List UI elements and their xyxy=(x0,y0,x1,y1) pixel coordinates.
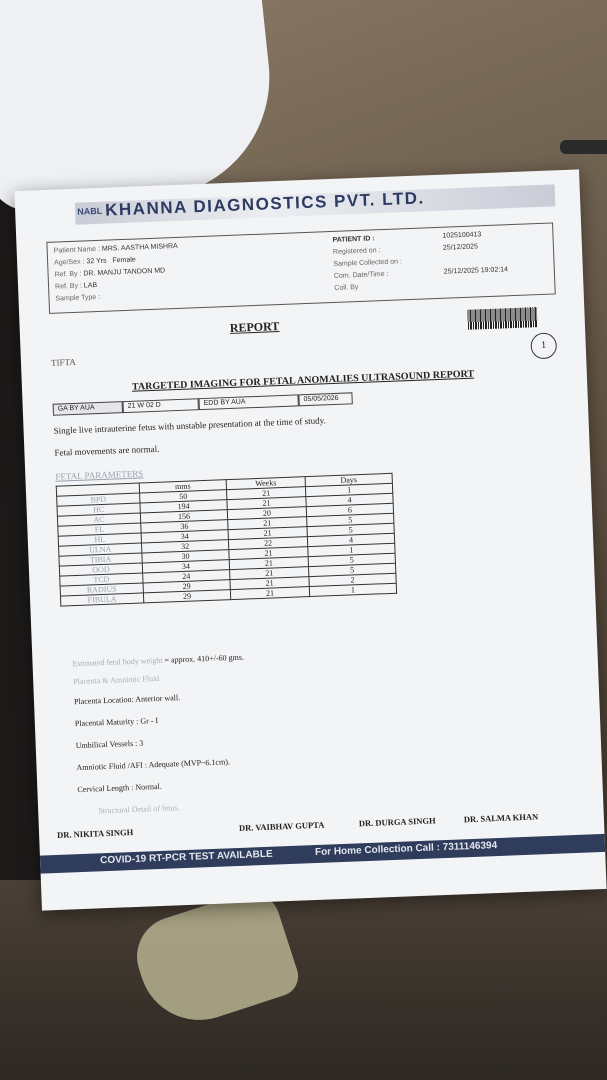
ref-label: Ref. By : xyxy=(54,270,82,279)
sample-type-label: Sample Type : xyxy=(55,293,101,303)
edd-value: 05/05/2026 xyxy=(298,392,352,406)
table-cell: 34 xyxy=(141,530,228,543)
parameter-name: FL xyxy=(58,523,141,536)
age-sex-label: Age/Sex : xyxy=(54,258,85,267)
ga-label: GA BY AUA xyxy=(53,401,123,416)
banner-left-text: COVID-19 RT-PCR TEST AVAILABLE xyxy=(99,848,273,867)
ga-value: 21 W 02 D xyxy=(123,398,199,413)
weight-label: Estimated fetal body weight xyxy=(72,655,163,669)
tifta-label: TIFTA xyxy=(50,356,76,368)
ref-doctor: DR. MANJU TANDON MD xyxy=(83,267,166,278)
parameter-name: TIBIA xyxy=(59,553,142,566)
table-cell: 194 xyxy=(140,500,227,513)
table-cell: 156 xyxy=(140,510,227,523)
table-cell: 21 xyxy=(228,527,307,540)
umbilical-vessels: Umbilical Vessels : 3 xyxy=(75,738,144,751)
table-cell: 29 xyxy=(143,590,230,603)
placenta-location: Placenta Location: Anterior wall. xyxy=(73,693,181,707)
parameter-name: AC xyxy=(57,513,140,526)
parameter-name: RADIUS xyxy=(60,583,143,596)
parameter-name: BPD xyxy=(57,493,140,506)
parameter-name: FIBULA xyxy=(60,593,143,606)
table-cell: 30 xyxy=(142,550,229,563)
table-cell: 22 xyxy=(228,537,307,550)
table-cell: 50 xyxy=(140,490,227,503)
coll-by-label: Coll. By xyxy=(334,283,359,292)
table-cell: 2 xyxy=(309,573,396,586)
report-heading: TARGETED IMAGING FOR FETAL ANOMALIES ULTRASOUND REPORT xyxy=(131,368,475,393)
table-cell: 21 xyxy=(227,497,306,510)
finding-line-2: Fetal movements are normal. xyxy=(54,443,160,458)
doctor-4: DR. SALMA KHAN xyxy=(463,811,539,825)
table-cell: 6 xyxy=(306,503,393,516)
table-cell: 32 xyxy=(141,540,228,553)
patient-age: 32 Yrs xyxy=(86,257,107,266)
parameter-name: OOD xyxy=(59,563,142,576)
table-header: Days xyxy=(305,473,392,486)
registered-label: Registered on : xyxy=(332,247,381,256)
table-header: mms xyxy=(139,480,226,493)
banner-right-text: For Home Collection Call : 7311146394 xyxy=(314,840,498,859)
cervical-length: Cervical Length : Normal. xyxy=(77,781,162,795)
gestational-age-row xyxy=(53,392,353,416)
fetal-parameters-table xyxy=(56,473,397,607)
table-header: Weeks xyxy=(226,477,305,490)
patient-name: MRS. AASTHA MISHRA xyxy=(101,242,178,253)
table-cell: 1 xyxy=(309,583,396,596)
table-cell: 1 xyxy=(305,483,392,496)
table-cell: 21 xyxy=(230,587,309,600)
table-cell: 21 xyxy=(228,517,307,530)
nabl-logo: NABL xyxy=(77,205,103,217)
weight-value: = approx. 410+/-60 gms. xyxy=(164,652,245,665)
patient-id: 1025100413 xyxy=(442,231,482,240)
table-cell: 24 xyxy=(143,570,230,583)
structural-detail: Structural Detail of fetus. xyxy=(98,803,180,816)
table-cell: 5 xyxy=(307,513,394,526)
finding-line-1: Single live intrauterine fetus with unstable presentation at the time of study. xyxy=(53,415,326,436)
refby-label: Ref. By : xyxy=(54,282,83,291)
patient-name-label: Patient Name : xyxy=(53,245,101,255)
estimated-weight xyxy=(72,653,244,669)
covid-banner xyxy=(40,834,605,874)
floor-background xyxy=(0,880,607,1080)
table-cell: 20 xyxy=(227,507,306,520)
doctor-2: DR. VAIBHAV GUPTA xyxy=(238,819,325,833)
table-cell: 5 xyxy=(309,563,396,576)
patient-sex: Female xyxy=(112,256,136,265)
registered-date: 25/12/2025 xyxy=(442,243,479,252)
table-cell: 21 xyxy=(229,557,308,570)
patient-id-label: PATIENT ID : xyxy=(332,235,375,244)
metal-rail xyxy=(560,140,607,154)
collected-label: Sample Collected on : xyxy=(333,258,403,268)
table-cell: 1 xyxy=(308,543,395,556)
table-cell: 4 xyxy=(306,493,393,506)
parameter-name: HC xyxy=(57,503,140,516)
table-cell: 21 xyxy=(230,577,309,590)
report-title: REPORT xyxy=(229,319,280,335)
fetal-parameters-title: FETAL PARAMETERS xyxy=(55,468,144,482)
table-cell: 5 xyxy=(307,523,394,536)
table-cell: 34 xyxy=(142,560,229,573)
page-number: 1 xyxy=(530,332,557,359)
patient-info-box xyxy=(46,222,555,313)
table-cell: 36 xyxy=(141,520,228,533)
edd-label: EDD BY AUA xyxy=(198,394,298,410)
table-cell: 21 xyxy=(229,547,308,560)
lab-brand-name: KHANNA DIAGNOSTICS PVT. LTD. xyxy=(104,188,425,220)
barcode xyxy=(467,307,538,330)
com-date: 25/12/2025 19:02:14 xyxy=(443,266,509,276)
parameter-name: TCD xyxy=(60,573,143,586)
table-cell: 4 xyxy=(307,533,394,546)
placental-maturity: Placental Maturity : Gr - I xyxy=(74,715,159,729)
parameter-name: ULNA xyxy=(59,543,142,556)
table-cell: 21 xyxy=(227,487,306,500)
ref-by: LAB xyxy=(83,282,98,290)
parameter-name: HL xyxy=(58,533,141,546)
doctor-3: DR. DURGA SINGH xyxy=(358,815,436,829)
report-paper xyxy=(14,169,606,910)
placenta-af-heading: Placenta & Amniotic Fluid xyxy=(73,673,160,687)
doctor-1: DR. NIKITA SINGH xyxy=(56,827,134,840)
amniotic-fluid: Amniotic Fluid /AFI : Adequate (MVP~6.1cm). xyxy=(76,757,231,773)
table-cell: 29 xyxy=(143,580,230,593)
com-date-label: Com. Date/Time : xyxy=(333,270,389,280)
table-cell: 5 xyxy=(308,553,395,566)
table-cell: 21 xyxy=(230,567,309,580)
